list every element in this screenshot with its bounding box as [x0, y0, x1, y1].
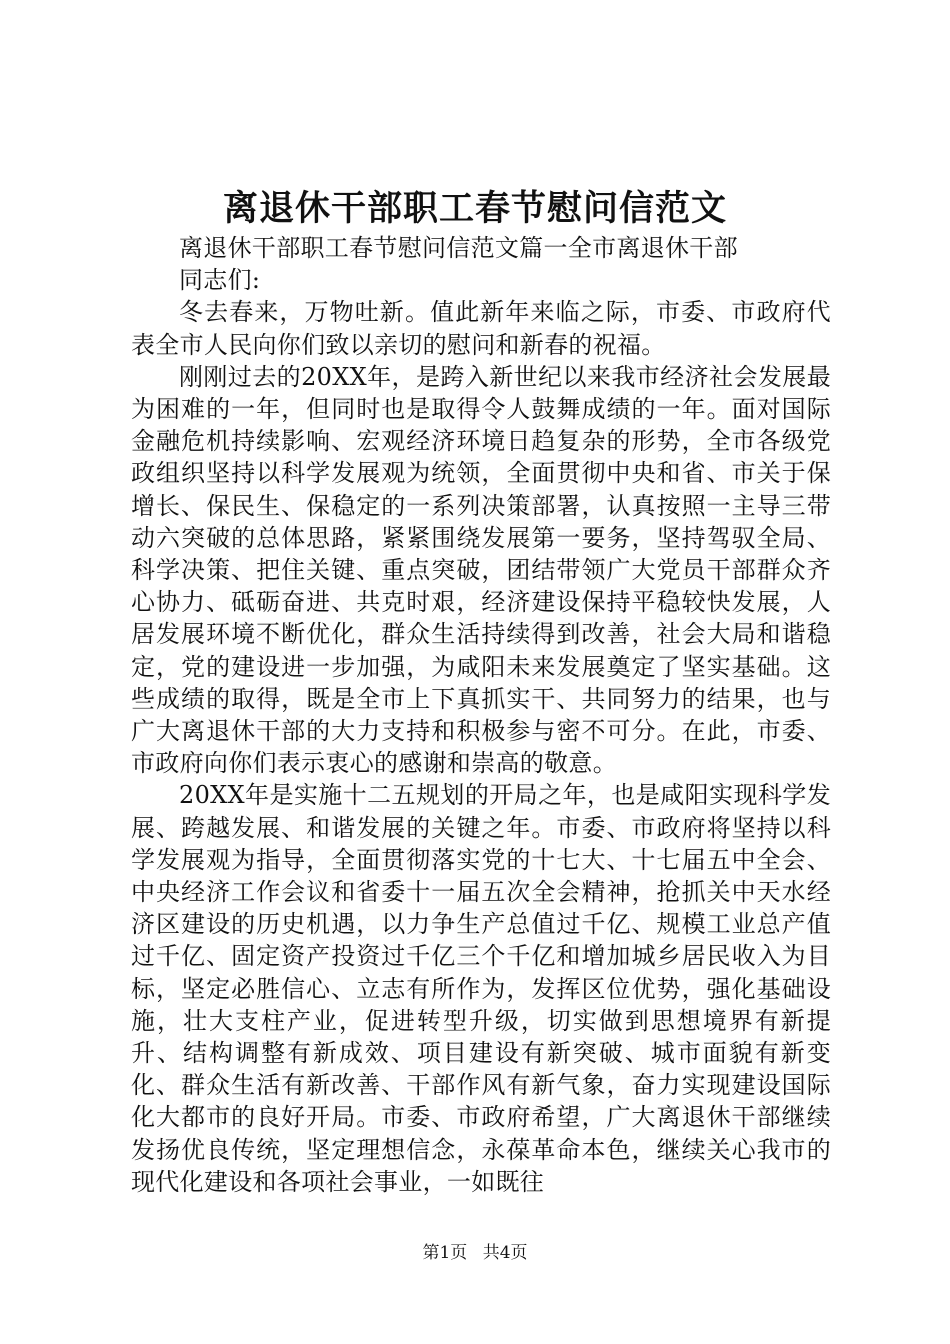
paragraph-greeting: 冬去春来，万物吐新。值此新年来临之际，市委、市政府代表全市人民向你们致以亲切的慰问和新春的祝福。: [131, 298, 831, 359]
page-total: 共4页: [482, 1243, 528, 1263]
paragraph-outlook: 20XX年是实施十二五规划的开局之年，也是咸阳实现科学发展、跨越发展、和谐发展的关键之年。市委、市政府将坚持以科学发展观为指导，全面贯彻落实党的十七大、十七届五中全会、中央经济工作会议和省委十一届五次全会精神，抢抓关中天水经济区建设的历史机遇，以力争生产总值过千亿、规模工业总产值过千亿、固定资产投资过千亿三个千亿和增加城乡居民收入为目标，坚定必胜信心、立志有所作为，发挥区位优势，强化基础设施，壮大支柱产业，促进转型升级，切实做到思想境界有新提升、结构调整有新成效、项目建设有新突破、城市面貌有新变化、群众生活有新改善、干部作风有新气象，奋力实现建设国际化大都市的良好开局。市委、市政府希望，广大离退休干部继续发扬优良传统，坚定理想信念，永葆革命本色，继续关心我市的现代化建设和各项社会事业，一如既往: [131, 781, 831, 1196]
paragraph-review: 刚刚过去的20XX年，是跨入新世纪以来我市经济社会发展最为困难的一年，但同时也是取得令人鼓舞成绩的一年。面对国际金融危机持续影响、宏观经济环境日趋复杂的形势，全市各级党政组织坚持以科学发展观为统领，全面贯彻中央和省、市关于保增长、保民生、保稳定的一系列决策部署，认真按照一主导三带动六突破的总体思路，紧紧围绕发展第一要务，坚持驾驭全局、科学决策、把住关键、重点突破，团结带领广大党员干部群众齐心协力、砥砺奋进、共克时艰，经济建设保持平稳较快发展，人居发展环境不断优化，群众生活持续得到改善，社会大局和谐稳定，党的建设进一步加强，为咸阳未来发展奠定了坚实基础。这些成绩的取得，既是全市上下真抓实干、共同努力的结果，也与广大离退休干部的大力支持和积极参与密不可分。在此，市委、市政府向你们表示衷心的感谢和崇高的敬意。: [131, 362, 831, 778]
page-number: 第1页: [422, 1243, 468, 1263]
document-body: [131, 232, 831, 1198]
document-title: 离退休干部职工春节慰问信范文: [222, 188, 727, 229]
paragraph-heading-line: 离退休干部职工春节慰问信范文篇一全市离退休干部: [179, 234, 738, 262]
paragraph-salutation: 同志们:: [179, 266, 261, 295]
page-footer: [0, 1242, 950, 1264]
